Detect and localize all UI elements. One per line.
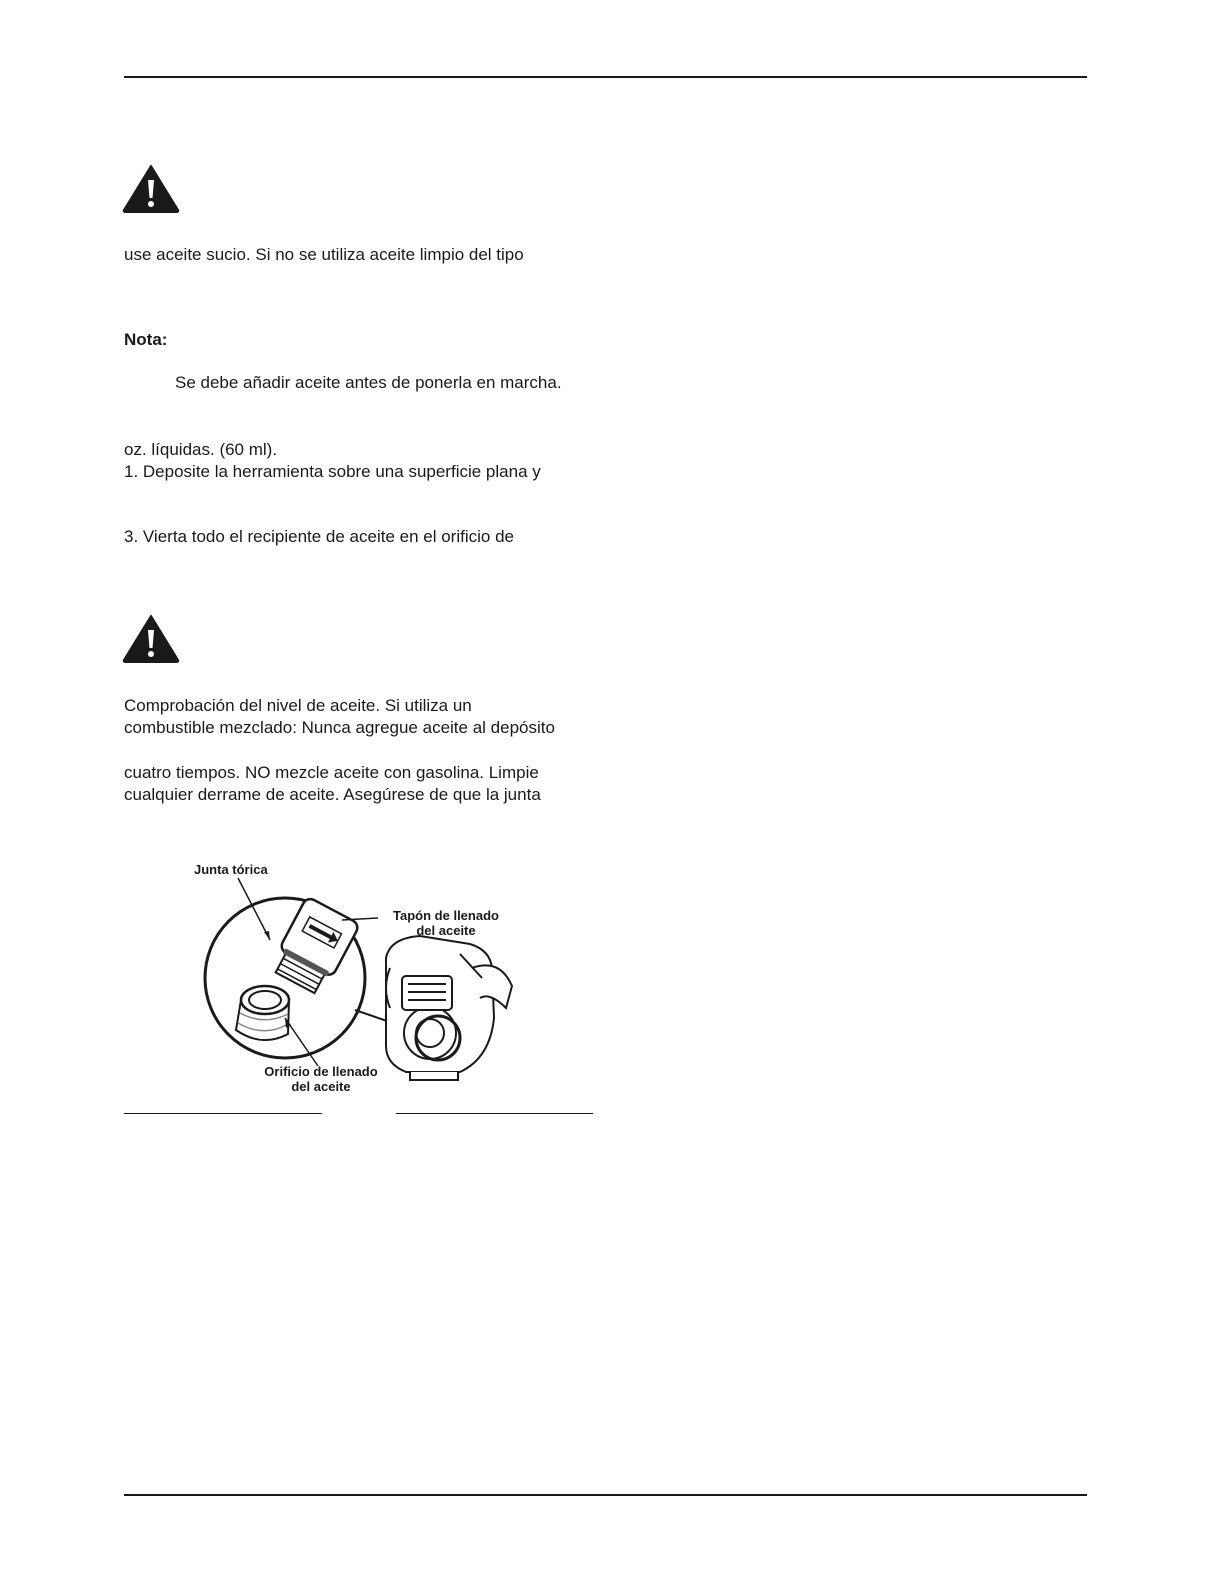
warning-2-line-4: cualquier derrame de aceite. Asegúrese de que la junta xyxy=(124,785,541,804)
note-text: Se debe añadir aceite antes de ponerla en marcha. xyxy=(175,373,562,392)
step-1-text: 1. Deposite la herramienta sobre una superficie plana y xyxy=(124,462,541,481)
warning-triangle-icon xyxy=(122,164,180,214)
hole-label-line-2: del aceite xyxy=(291,1079,351,1094)
note-label: Nota: xyxy=(124,330,168,349)
warning-1-text: use aceite sucio. Si no se utiliza aceite limpio del tipo xyxy=(124,245,524,264)
warning-triangle-icon xyxy=(122,614,180,664)
hole-label-line-1: Orificio de llenado xyxy=(264,1064,378,1079)
warning-2-line-3: cuatro tiempos. NO mezcle aceite con gasolina. Limpie xyxy=(124,763,539,782)
oring-label: Junta tórica xyxy=(194,862,268,877)
oil-fill-figure xyxy=(190,858,520,1098)
figure-rule-right xyxy=(396,1113,593,1114)
warning-2-line-2: combustible mezclado: Nunca agregue aceite al depósito xyxy=(124,718,555,737)
cap-label-line-2: del aceite xyxy=(416,923,476,938)
cap-label-line-1: Tapón de llenado xyxy=(393,908,499,923)
oil-fill-illustration xyxy=(190,858,520,1098)
footer-rule xyxy=(124,1494,1087,1496)
warning-2-line-1: Comprobación del nivel de aceite. Si utiliza un xyxy=(124,696,472,715)
figure-rule-left xyxy=(124,1113,322,1114)
oil-amount-text: oz. líquidas. (60 ml). xyxy=(124,440,278,459)
step-3-text: 3. Vierta todo el recipiente de aceite en el orificio de xyxy=(124,527,514,546)
header-rule xyxy=(124,76,1087,78)
